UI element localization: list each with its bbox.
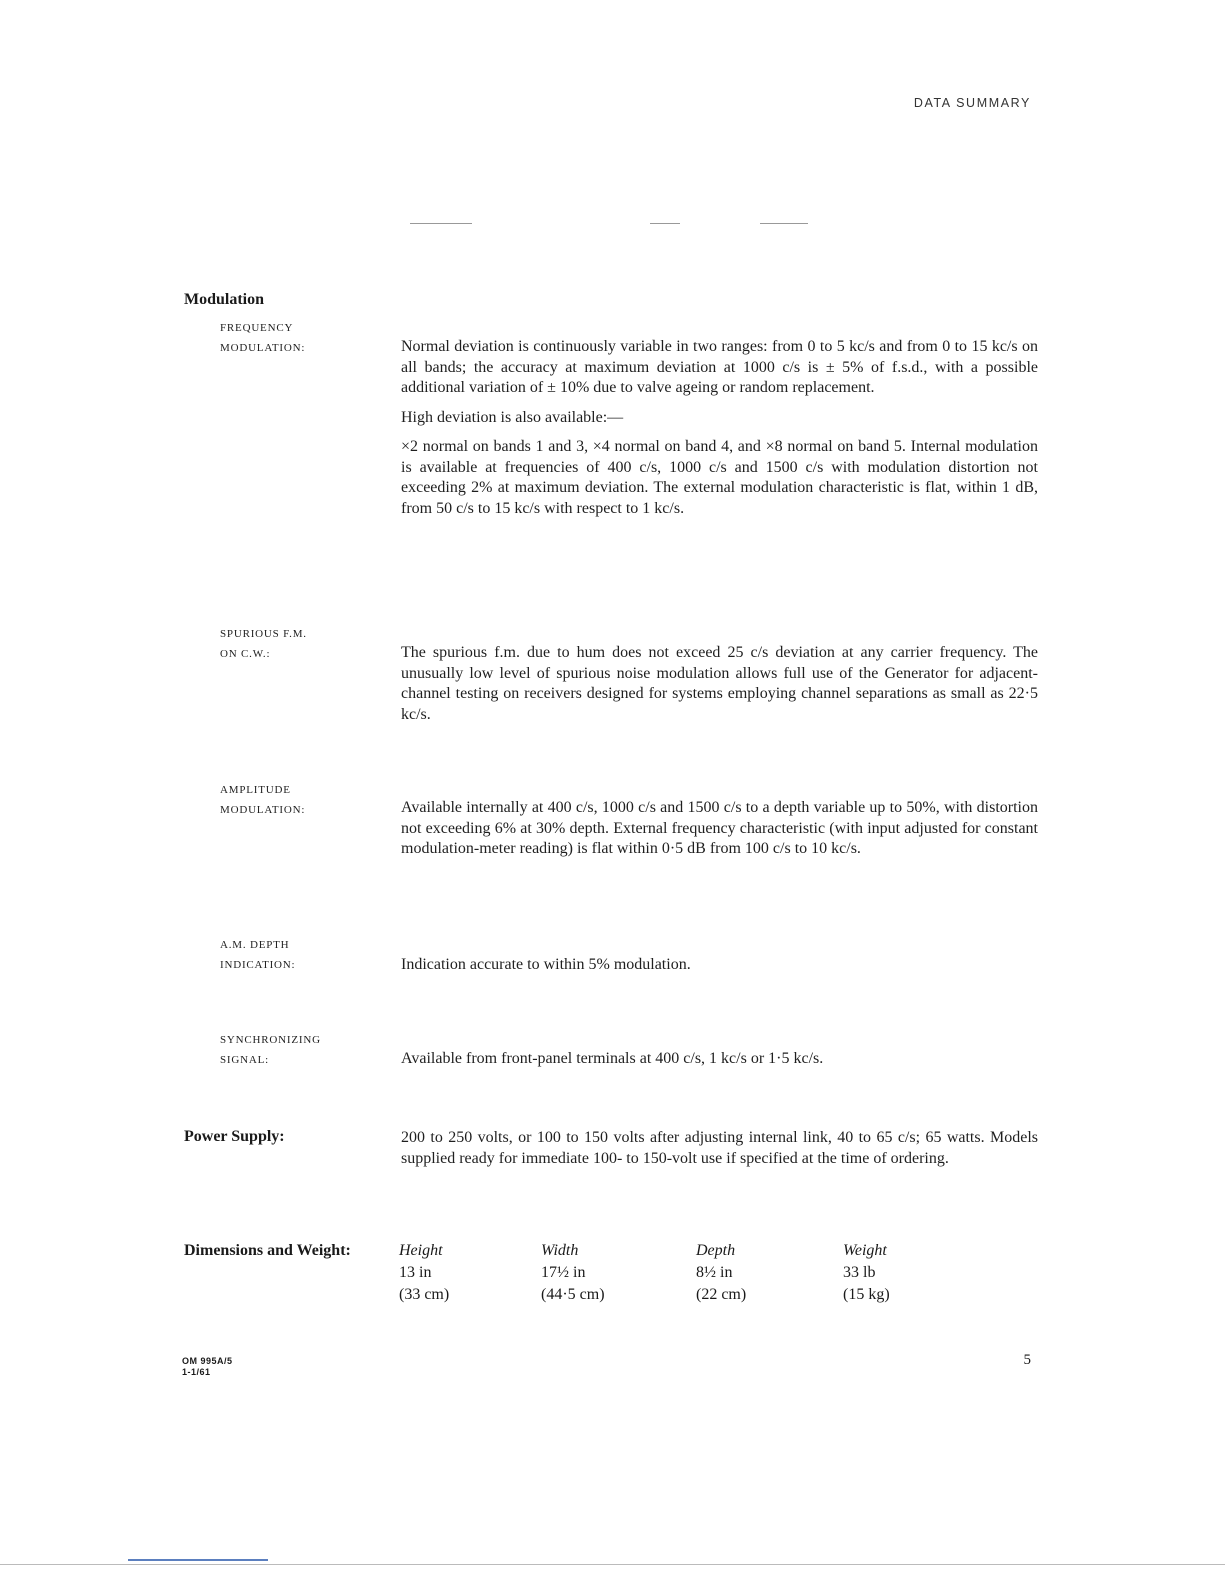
am-label [220, 780, 305, 820]
dimension-imperial: 13 in [399, 1264, 432, 1281]
scan-blue-mark [128, 1559, 268, 1561]
power-supply-heading: Power Supply: [184, 1128, 285, 1145]
spurious-label-line-1: SPURIOUS F.M. [220, 628, 307, 640]
dimension-metric: (22 cm) [696, 1286, 747, 1303]
scan-artifact-dash [650, 223, 680, 224]
dimension-head: Weight [843, 1242, 887, 1259]
fm-label [220, 318, 305, 358]
spurious-fm-label [220, 624, 307, 664]
am-depth-description [401, 955, 1038, 976]
dimension-imperial: 8½ in [696, 1264, 733, 1281]
am-depth-paragraph: Indication accurate to within 5% modulation. [401, 956, 691, 973]
scan-artifact-dash [760, 223, 808, 224]
document-code-line-2: 1-1/61 [182, 1367, 211, 1377]
fm-high-deviation-heading: High deviation is also available:— [401, 408, 624, 426]
scan-artifact-dash [410, 223, 472, 224]
dimension-metric: (33 cm) [399, 1286, 450, 1303]
sync-paragraph: Available from front-panel terminals at 400 c/s, 1 kc/s or 1·5 kc/s. [401, 1050, 824, 1067]
am-depth-label-line-2: INDICATION: [220, 959, 296, 971]
document-code [182, 1356, 233, 1378]
dimension-depth [696, 1240, 836, 1306]
spurious-paragraph: The spurious f.m. due to hum does not exceed 25 c/s deviation at any carrier frequency. The unusually low level of spurious noise modulation allows full use of the Generator for adjacent-channel testing on receivers designed for systems employing channel separations as small as 22·5 kc/s. [401, 644, 1038, 723]
power-paragraph: 200 to 250 volts, or 100 to 150 volts after adjusting internal link, 40 to 65 c/s; 65 watts. Models supplied ready for immediate 100- to 150-volt use if specified at the time of ordering. [401, 1129, 1038, 1167]
dimension-weight [843, 1240, 983, 1306]
am-paragraph: Available internally at 400 c/s, 1000 c/s and 1500 c/s to a depth variable up to 50%, with distortion not exceeding 6% at 30% depth. External frequency characteristic (with input adjusted for constant modulation-meter reading) is flat within 0·5 dB from 100 c/s to 10 kc/s. [401, 799, 1038, 857]
fm-paragraph: Normal deviation is continuously variable in two ranges: from 0 to 5 kc/s and from 0 to 15 kc/s on all bands; the accuracy at maximum deviation at 1000 c/s is ± 5% of f.s.d., with a possible additional variation of ± 10% due to valve ageing or random replacement. [401, 338, 1038, 396]
am-depth-label [220, 935, 295, 975]
fm-label-line-2: MODULATION: [220, 342, 306, 354]
sync-label-line-1: SYNCHRONIZING [220, 1034, 321, 1046]
dimension-head: Width [541, 1242, 579, 1259]
scan-bottom-edge [0, 1564, 1225, 1565]
dimension-head: Height [399, 1242, 443, 1259]
spurious-fm-description [401, 643, 1038, 725]
dimensions-heading: Dimensions and Weight: [184, 1242, 351, 1259]
document-code-line-1: OM 995A/5 [182, 1356, 233, 1366]
am-depth-label-line-1: A.M. DEPTH [220, 939, 290, 951]
dimension-imperial: 17½ in [541, 1264, 586, 1281]
page-number: 5 [1023, 1352, 1031, 1368]
am-description [401, 798, 1038, 860]
dimension-head: Depth [696, 1242, 736, 1259]
sync-label-line-2: SIGNAL: [220, 1054, 269, 1066]
dimension-height [399, 1240, 539, 1306]
dimension-metric: (15 kg) [843, 1286, 890, 1303]
page-header-title: DATA SUMMARY [913, 96, 1031, 110]
am-label-line-1: AMPLITUDE [220, 784, 291, 796]
dimension-width [541, 1240, 681, 1306]
sync-label [220, 1030, 321, 1070]
fm-description [401, 337, 1038, 519]
sync-description [401, 1049, 1038, 1070]
power-supply-description [401, 1128, 1038, 1169]
dimension-metric: (44·5 cm) [541, 1286, 605, 1303]
fm-high-deviation-paragraph: ×2 normal on bands 1 and 3, ×4 normal on band 4, and ×8 normal on band 5. Internal modulation is available at frequencies of 400 c/s, 1000 c/s and 1500 c/s with modulation distortion not exceeding 2% at maximum deviation. The external modulation characteristic is flat, within 1 dB, from 50 c/s to 15 kc/s with respect to 1 kc/s. [401, 438, 1038, 517]
dimension-imperial: 33 lb [843, 1264, 876, 1281]
modulation-heading: Modulation [184, 291, 265, 308]
am-label-line-2: MODULATION: [220, 804, 306, 816]
spurious-label-line-2: ON C.W.: [220, 648, 271, 660]
fm-label-line-1: FREQUENCY [220, 322, 294, 334]
